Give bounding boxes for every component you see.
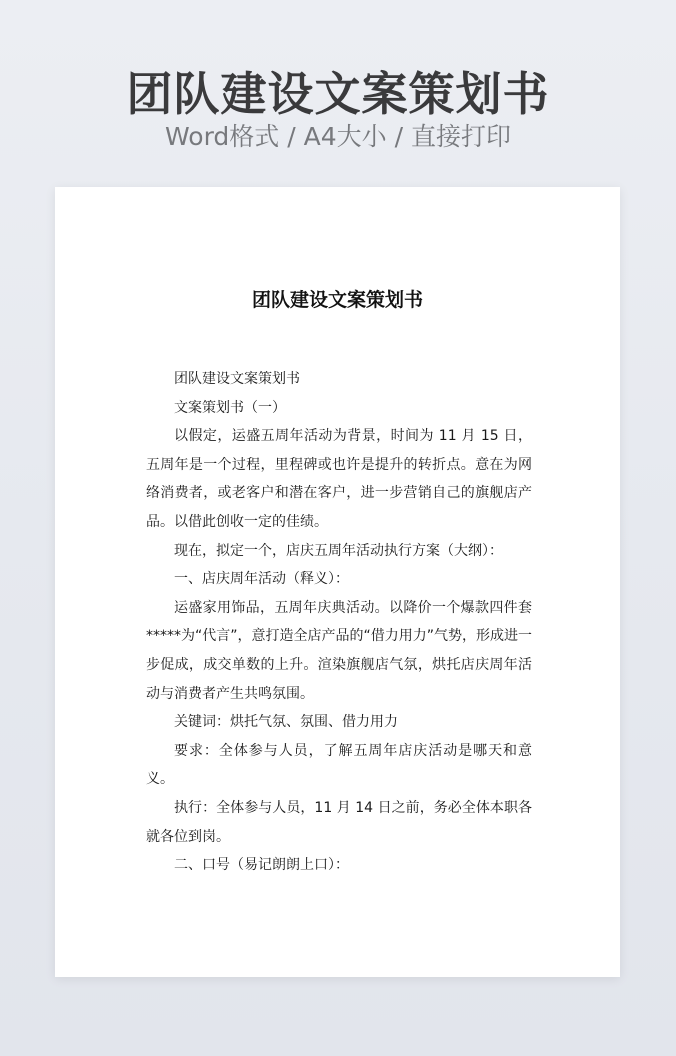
document-paragraph: 关键词：烘托气氛、氛围、借力用力 — [174, 714, 398, 731]
document-paragraph: 运盛家用饰品，五周年庆典活动。以降价一个爆款四件套*****为“代言”，意打造全店产品的“借力用力”气势，形成进一步促成，成交单数的上升。渲染旗舰店气氛，烘托店庆周年活动与消费者产生共鸣氛围。 — [146, 599, 533, 702]
page-subtitle: Word格式 / A4大小 / 直接打印 — [165, 122, 511, 151]
page-title: 团队建设文案策划书 — [126, 67, 550, 121]
document-paragraph: 团队建设文案策划书 — [174, 371, 300, 387]
document-paragraph: 要求：全体参与人员，了解五周年店庆活动是哪天和意义。 — [146, 742, 532, 788]
document-paragraph: 一、店庆周年活动（释义）： — [174, 571, 349, 588]
document-body — [146, 365, 532, 880]
document-title: 团队建设文案策划书 — [251, 289, 423, 311]
document-page — [55, 187, 620, 977]
document-paragraph: 现在，拟定一个，店庆五周年活动执行方案（大纲）： — [174, 542, 503, 559]
document-paragraph: 文案策划书（一） — [174, 399, 286, 416]
document-paragraph: 以假定，运盛五周年活动为背景，时间为 11 月 15 日，五周年是一个过程，里程碑或也许是提升的转折点。意在为网络消费者，或老客户和潜在客户，进一步营销自己的旗舰店产品。以借此创收一定的佳绩。 — [146, 428, 532, 530]
document-paragraph: 二、口号（易记朗朗上口）： — [174, 857, 349, 874]
document-paragraph: 执行：全体参与人员，11 月 14 日之前，务必全体本职各就各位到岗。 — [146, 799, 532, 845]
